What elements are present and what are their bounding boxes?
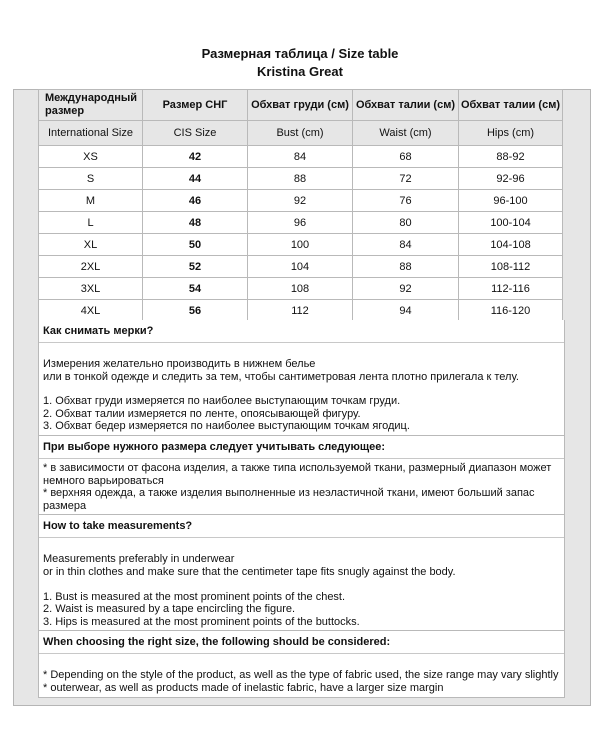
bust-cell: 96 bbox=[248, 212, 353, 234]
waist-cell: 92 bbox=[353, 278, 459, 300]
header-cell: Международный размер bbox=[39, 90, 143, 121]
note-line: * outerwear, as well as products made of inelastic fabric, have a larger size margin bbox=[43, 681, 444, 694]
header-cell: International Size bbox=[39, 121, 143, 146]
intl-size-cell: 2XL bbox=[39, 256, 143, 278]
en-measure-section bbox=[38, 515, 565, 631]
hips-cell: 104-108 bbox=[459, 234, 563, 256]
header-cell: Обхват груди (см) bbox=[248, 90, 353, 121]
document-title: Размерная таблица / Size table bbox=[201, 46, 399, 61]
paragraph-line: or in thin clothes and make sure that the centimeter tape fits snugly against the body. bbox=[43, 565, 456, 578]
paragraph-line: Измерения желательно производить в нижнем белье bbox=[43, 358, 316, 370]
table-row bbox=[39, 278, 563, 300]
intl-size-cell: 4XL bbox=[39, 300, 143, 322]
header-cell: CIS Size bbox=[143, 121, 248, 146]
waist-cell: 94 bbox=[353, 300, 459, 322]
cis-size-cell: 50 bbox=[143, 234, 248, 256]
bust-cell: 88 bbox=[248, 168, 353, 190]
list-item: 3. Hips is measured at the most prominent points of the buttocks. bbox=[43, 615, 360, 628]
list-item: 1. Обхват груди измеряется по наиболее выступающим точкам груди. bbox=[43, 395, 401, 408]
instructions bbox=[38, 320, 565, 698]
cis-size-cell: 48 bbox=[143, 212, 248, 234]
intl-size-cell: M bbox=[39, 190, 143, 212]
table-row bbox=[39, 300, 563, 322]
intl-size-cell: XS bbox=[39, 146, 143, 168]
section-heading: When choosing the right size, the following should be considered: bbox=[39, 631, 564, 654]
bust-cell: 104 bbox=[248, 256, 353, 278]
header-cell: Размер СНГ bbox=[143, 90, 248, 121]
intl-size-cell: S bbox=[39, 168, 143, 190]
ru-measure-section bbox=[38, 320, 565, 436]
en-choose-section bbox=[38, 631, 565, 697]
hips-cell: 116-120 bbox=[459, 300, 563, 322]
intl-size-cell: XL bbox=[39, 234, 143, 256]
hips-cell: 96-100 bbox=[459, 190, 563, 212]
bust-cell: 112 bbox=[248, 300, 353, 322]
table-row bbox=[39, 234, 563, 256]
list-item: 2. Обхват талии измеряется по ленте, опоясывающей фигуру. bbox=[43, 407, 361, 420]
intl-size-cell: 3XL bbox=[39, 278, 143, 300]
table-row bbox=[39, 190, 563, 212]
header-cell: Обхват талии (см) bbox=[353, 90, 459, 121]
hips-cell: 88-92 bbox=[459, 146, 563, 168]
list-item: 3. Обхват бедер измеряется по наиболее выступающим точкам ягодиц. bbox=[43, 420, 410, 433]
waist-cell: 72 bbox=[353, 168, 459, 190]
intl-size-cell: L bbox=[39, 212, 143, 234]
header-cell: Waist (cm) bbox=[353, 121, 459, 146]
table-row bbox=[39, 212, 563, 234]
size-table bbox=[38, 89, 563, 322]
bust-cell: 92 bbox=[248, 190, 353, 212]
note-line: * Depending on the style of the product, as well as the type of fabric used, the size range may vary slightly bbox=[43, 669, 559, 682]
waist-cell: 88 bbox=[353, 256, 459, 278]
header-cell: Hips (cm) bbox=[459, 121, 563, 146]
cis-size-cell: 52 bbox=[143, 256, 248, 278]
list-item: 2. Waist is measured by a tape encircling the figure. bbox=[43, 603, 296, 616]
paragraph-line: Measurements preferably in underwear bbox=[43, 553, 235, 566]
bust-cell: 100 bbox=[248, 234, 353, 256]
cis-size-cell: 46 bbox=[143, 190, 248, 212]
hips-cell: 108-112 bbox=[459, 256, 563, 278]
hips-cell: 92-96 bbox=[459, 168, 563, 190]
waist-cell: 84 bbox=[353, 234, 459, 256]
ru-choose-section bbox=[38, 436, 565, 515]
header-row-en bbox=[39, 121, 563, 146]
cis-size-cell: 56 bbox=[143, 300, 248, 322]
header-cell: Обхват талии (см) bbox=[459, 90, 563, 121]
hips-cell: 112-116 bbox=[459, 278, 563, 300]
section-heading: При выборе нужного размера следует учитывать следующее: bbox=[39, 436, 564, 459]
note-line: * в зависимости от фасона изделия, а также типа используемой ткани, размерный диапазон может bbox=[43, 461, 552, 474]
note-line: * верхняя одежда, а также изделия выполненные из неэластичной ткани, имеют больший запас bbox=[43, 487, 535, 500]
note-line: размера bbox=[43, 499, 87, 512]
list-item: 1. Bust is measured at the most prominent points of the chest. bbox=[43, 590, 346, 603]
cis-size-cell: 54 bbox=[143, 278, 248, 300]
header-cell: Bust (cm) bbox=[248, 121, 353, 146]
table-row bbox=[39, 146, 563, 168]
header-row-ru bbox=[39, 90, 563, 121]
waist-cell: 80 bbox=[353, 212, 459, 234]
note-line: немного варьироваться bbox=[43, 474, 164, 487]
hips-cell: 100-104 bbox=[459, 212, 563, 234]
paragraph-line: или в тонкой одежде и следить за тем, чтобы сантиметровая лента плотно прилегала к телу. bbox=[43, 370, 519, 383]
bust-cell: 108 bbox=[248, 278, 353, 300]
brand-name: Kristina Great bbox=[257, 64, 343, 79]
cis-size-cell: 44 bbox=[143, 168, 248, 190]
waist-cell: 76 bbox=[353, 190, 459, 212]
table-row bbox=[39, 256, 563, 278]
section-heading: Как снимать мерки? bbox=[39, 320, 564, 343]
cis-size-cell: 42 bbox=[143, 146, 248, 168]
waist-cell: 68 bbox=[353, 146, 459, 168]
bust-cell: 84 bbox=[248, 146, 353, 168]
section-heading: How to take measurements? bbox=[39, 515, 564, 538]
table-row bbox=[39, 168, 563, 190]
